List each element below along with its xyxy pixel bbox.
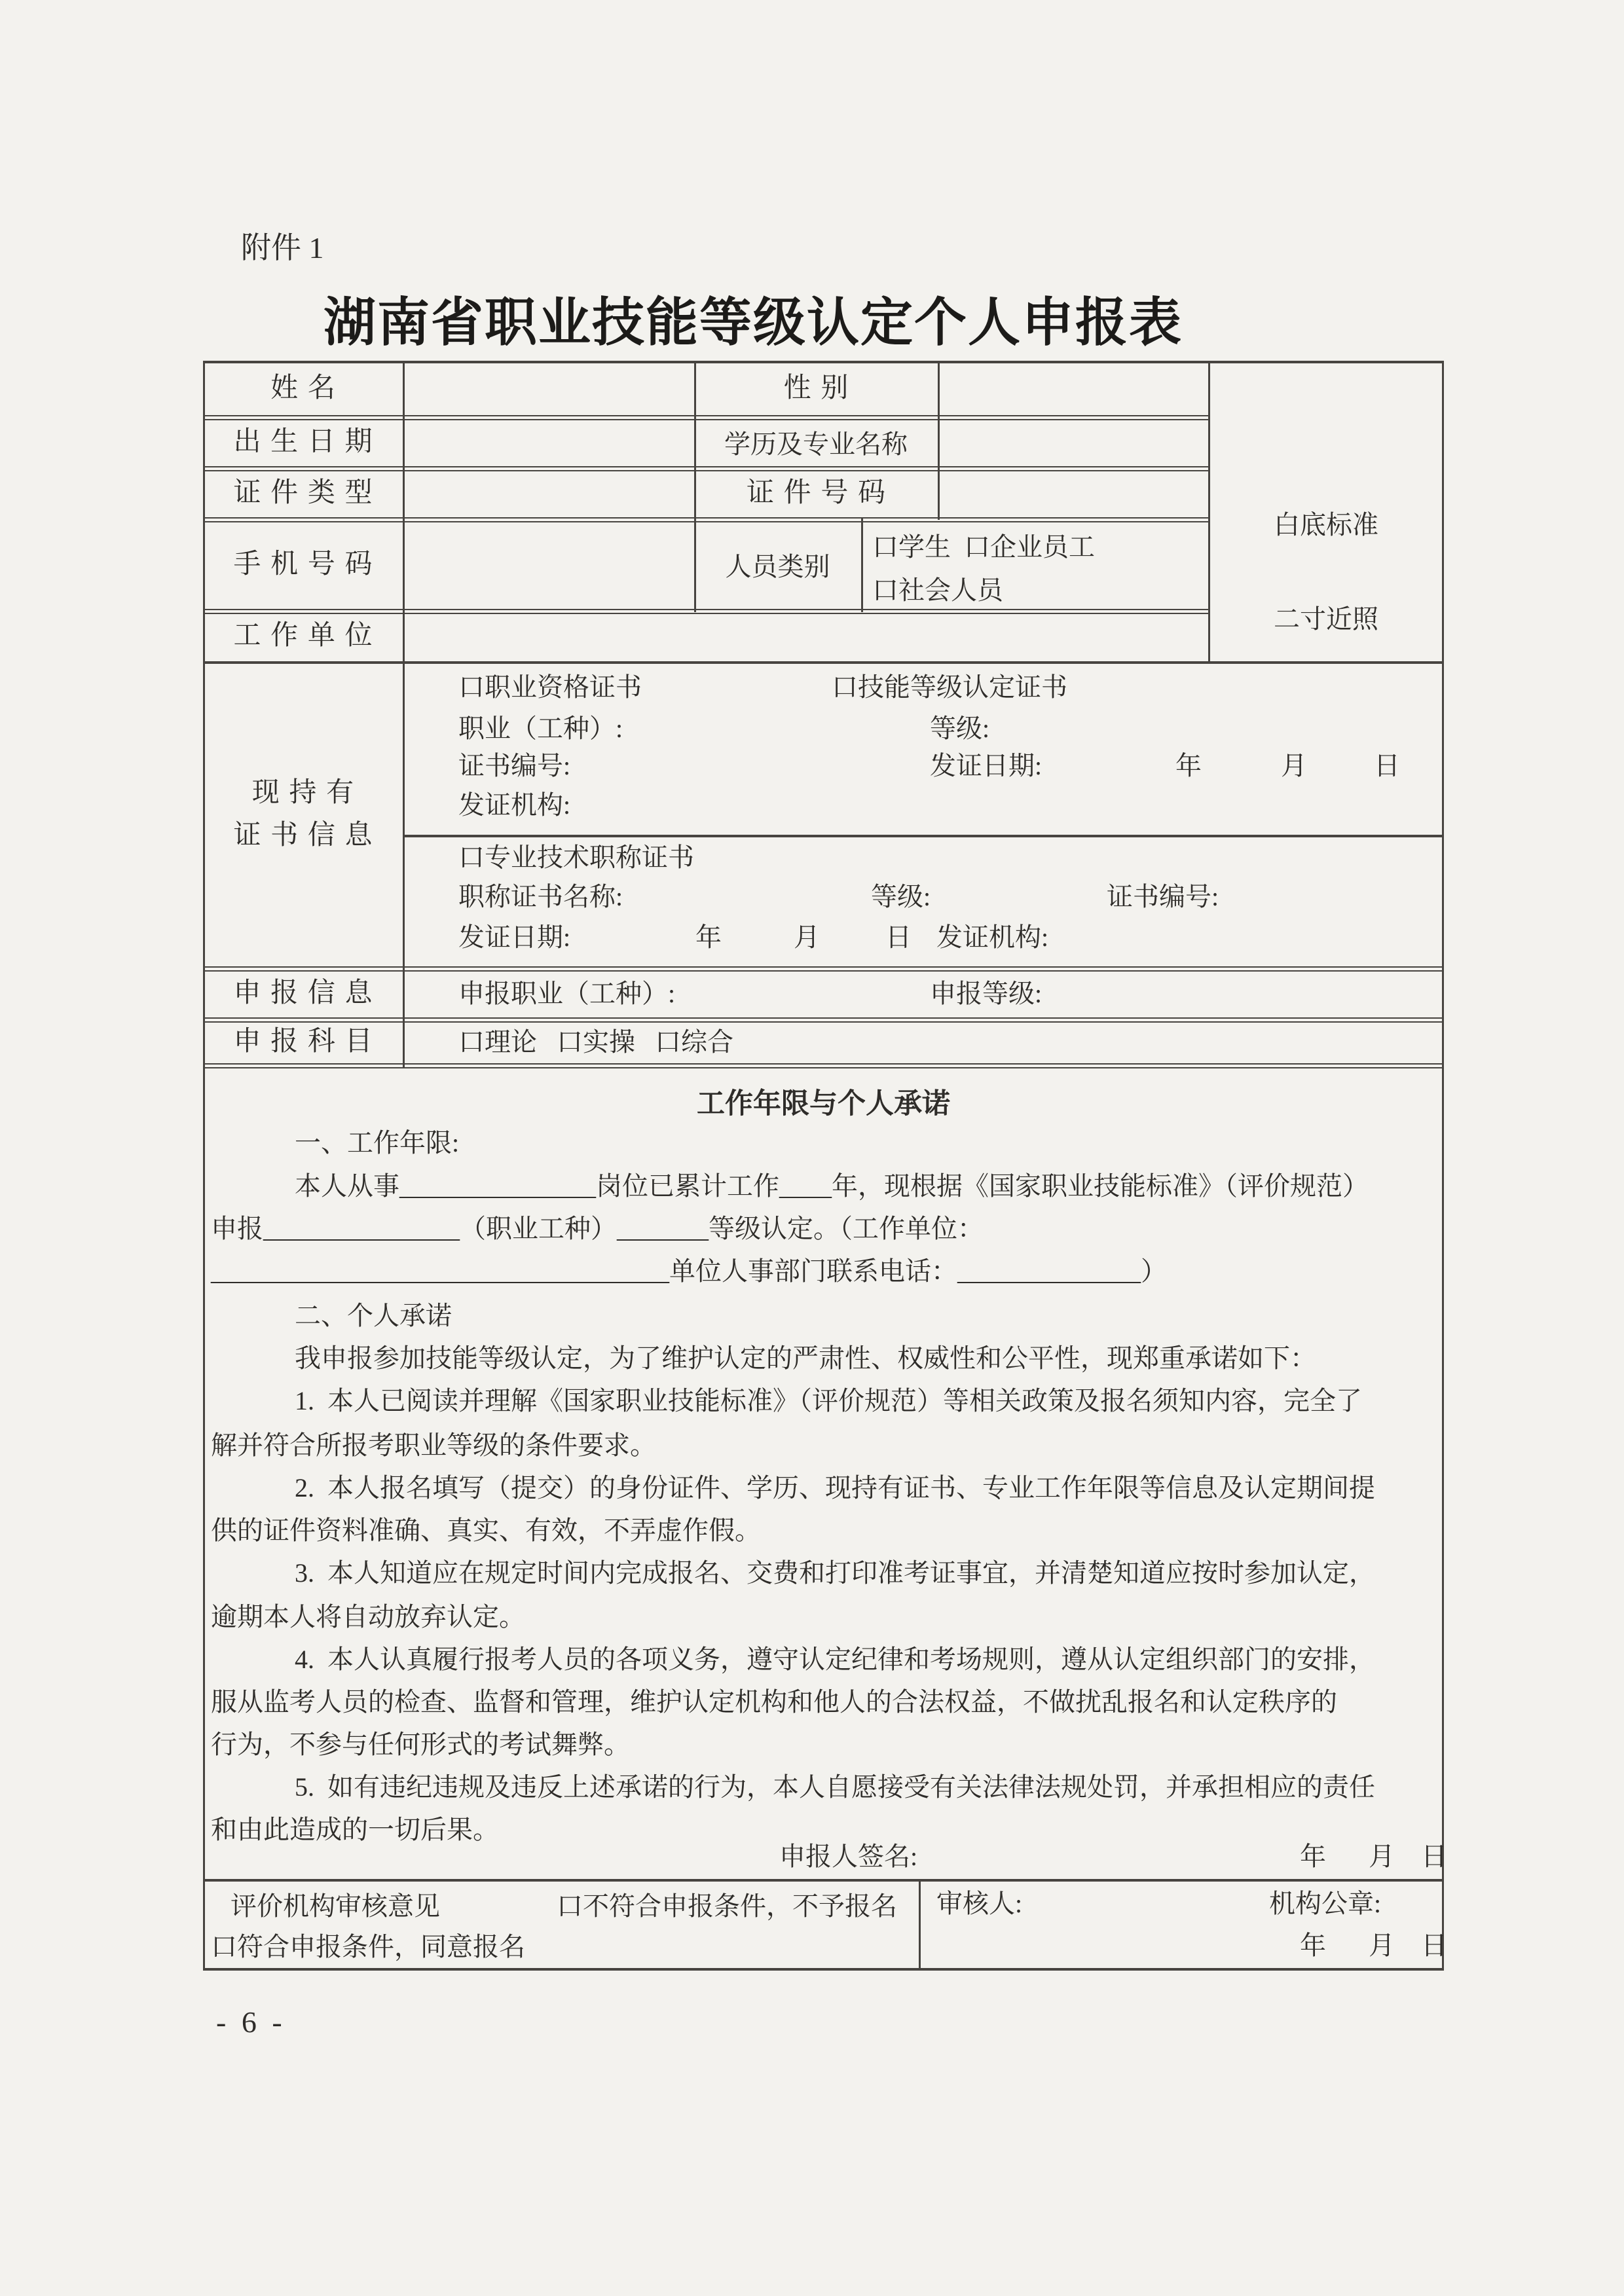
day-label: 日	[1421, 1842, 1447, 1871]
year-label: 年	[1300, 1842, 1326, 1871]
work-unit-label: 工作单位	[233, 620, 382, 651]
pledge-line: 本人从事_______________岗位已累计工作____年，现根据《国家职业技能标准》（评价规范）	[295, 1171, 1369, 1201]
gender-label: 性别	[783, 373, 858, 404]
title-cert-name-label: 职称证书名称:	[458, 882, 623, 911]
pledge-line: 申报_______________（职业工种）_______等级认定。（工作单位：	[211, 1214, 984, 1243]
pledge-line: 2. 本人报名填写（提交）的身份证件、学历、现持有证书、专业工作年限等信息及认定期间提	[295, 1473, 1375, 1503]
vocational-cert-checkbox: 口职业资格证书	[458, 672, 642, 702]
professional-cert-checkbox: 口专业技术职称证书	[458, 843, 694, 872]
birth-date-label: 出生日期	[233, 426, 382, 457]
pledge-line: 4. 本人认真履行报考人员的各项义务，遵守认定纪律和考场规则，遵从认定组织部门的安排，	[295, 1645, 1375, 1674]
occupation-label: 职业（工种）:	[458, 714, 623, 743]
mobile-label: 手机号码	[233, 549, 382, 579]
id-number-label: 证件号码	[746, 477, 895, 508]
grid-line	[919, 1879, 921, 1971]
month-label: 月	[1281, 751, 1307, 780]
year-label: 年	[1300, 1931, 1326, 1960]
level-label: 等级:	[930, 714, 990, 743]
form-title: 湖南省职业技能等级认定个人申报表	[323, 293, 1183, 352]
person-type-options-line2: 口社会人员	[872, 575, 1003, 605]
application-level-label: 申报等级:	[930, 979, 1043, 1008]
grid-line	[403, 361, 405, 1067]
subject-options: 口理论 口实操 口综合	[458, 1027, 733, 1057]
pledge-line: 我申报参加技能等级认定，为了维护认定的严肃性、权威性和公平性，现郑重承诺如下：	[295, 1343, 1316, 1373]
pledge-line: 1. 本人已阅读并理解《国家职业技能标准》（评价规范）等相关政策及报名须知内容，完全了	[295, 1386, 1362, 1415]
pledge-section-title: 工作年限与个人承诺	[697, 1089, 950, 1120]
month-label: 月	[794, 922, 820, 952]
pledge-line: 二、个人承诺	[295, 1301, 452, 1330]
education-major-label: 学历及专业名称	[724, 429, 908, 459]
month-label: 月	[1369, 1842, 1395, 1871]
name-label: 姓名	[270, 373, 345, 404]
year-label: 年	[1175, 751, 1202, 780]
pledge-line: ___________________________________单位人事部门联系电话：______________）	[211, 1256, 1167, 1286]
pledge-line: 逾期本人将自动放弃认定。	[211, 1602, 525, 1631]
day-label: 日	[1374, 751, 1400, 780]
pledge-line: 解并符合所报考职业等级的条件要求。	[211, 1430, 656, 1460]
attachment-label: 附件 1	[241, 231, 324, 264]
application-occupation-label: 申报职业（工种）:	[458, 979, 676, 1008]
prof-level-label: 等级:	[871, 882, 931, 911]
issue-date-label: 发证日期:	[930, 751, 1043, 780]
prof-cert-no-label: 证书编号:	[1107, 882, 1219, 911]
review-accept-checkbox: 口符合申报条件，同意报名	[211, 1932, 525, 1961]
person-type-options-line1: 口学生 口企业员工	[872, 532, 1095, 562]
photo-instruction-line1: 白底标准	[1274, 510, 1378, 539]
pledge-line: 供的证件资料准确、真实、有效，不弄虚作假。	[211, 1516, 761, 1545]
person-type-label: 人员类别	[725, 551, 830, 581]
review-reject-checkbox: 口不符合申报条件，不予报名	[557, 1891, 897, 1921]
subjects-label: 申报科目	[233, 1026, 382, 1057]
day-label: 日	[1421, 1931, 1447, 1960]
pledge-line: 一、工作年限:	[295, 1128, 460, 1157]
grid-line-right	[1442, 361, 1444, 1971]
month-label: 月	[1369, 1931, 1395, 1960]
prof-issue-date-label: 发证日期:	[458, 922, 571, 952]
held-certificates-label-line2: 证书信息	[233, 820, 382, 850]
grid-line	[403, 835, 1444, 837]
pledge-line: 3. 本人知道应在规定时间内完成报名、交费和打印准考证事宜，并清楚知道应按时参加认定，	[295, 1558, 1375, 1588]
held-certificates-label	[203, 661, 403, 968]
application-info-label: 申报信息	[233, 977, 382, 1008]
prof-issuer-label: 发证机构:	[936, 922, 1049, 952]
pledge-line: 服从监考人员的检查、监督和管理，维护认定机构和他人的合法权益，不做扰乱报名和认定秩序的	[211, 1687, 1337, 1717]
grid-line	[861, 519, 863, 612]
photo-instruction-line2: 二寸近照	[1274, 604, 1378, 634]
year-label: 年	[695, 922, 722, 952]
grid-line-bottom	[203, 1968, 1444, 1971]
day-label: 日	[885, 922, 912, 952]
cert-no-label: 证书编号:	[458, 751, 571, 780]
org-seal-label: 机构公章:	[1269, 1889, 1382, 1918]
pledge-line: 行为，不参与任何形式的考试舞弊。	[211, 1730, 630, 1759]
held-certificates-label-line1: 现持有	[251, 778, 363, 809]
grid-line	[203, 1879, 1444, 1882]
skill-level-cert-checkbox: 口技能等级认定证书	[832, 672, 1067, 702]
page-number: - 6 -	[216, 2005, 286, 2039]
pledge-line: 5. 如有违纪违规及违反上述承诺的行为，本人自愿接受有关法律法规处罚，并承担相应的责任	[295, 1772, 1375, 1802]
id-type-label: 证件类型	[233, 477, 382, 508]
pledge-line: 和由此造成的一切后果。	[211, 1815, 499, 1844]
reviewer-label: 审核人:	[936, 1889, 1023, 1918]
applicant-signature-label: 申报人签名:	[779, 1842, 918, 1871]
review-opinion-label: 评价机构审核意见	[231, 1891, 440, 1921]
grid-line	[938, 361, 940, 520]
issuer-label: 发证机构:	[458, 790, 571, 820]
